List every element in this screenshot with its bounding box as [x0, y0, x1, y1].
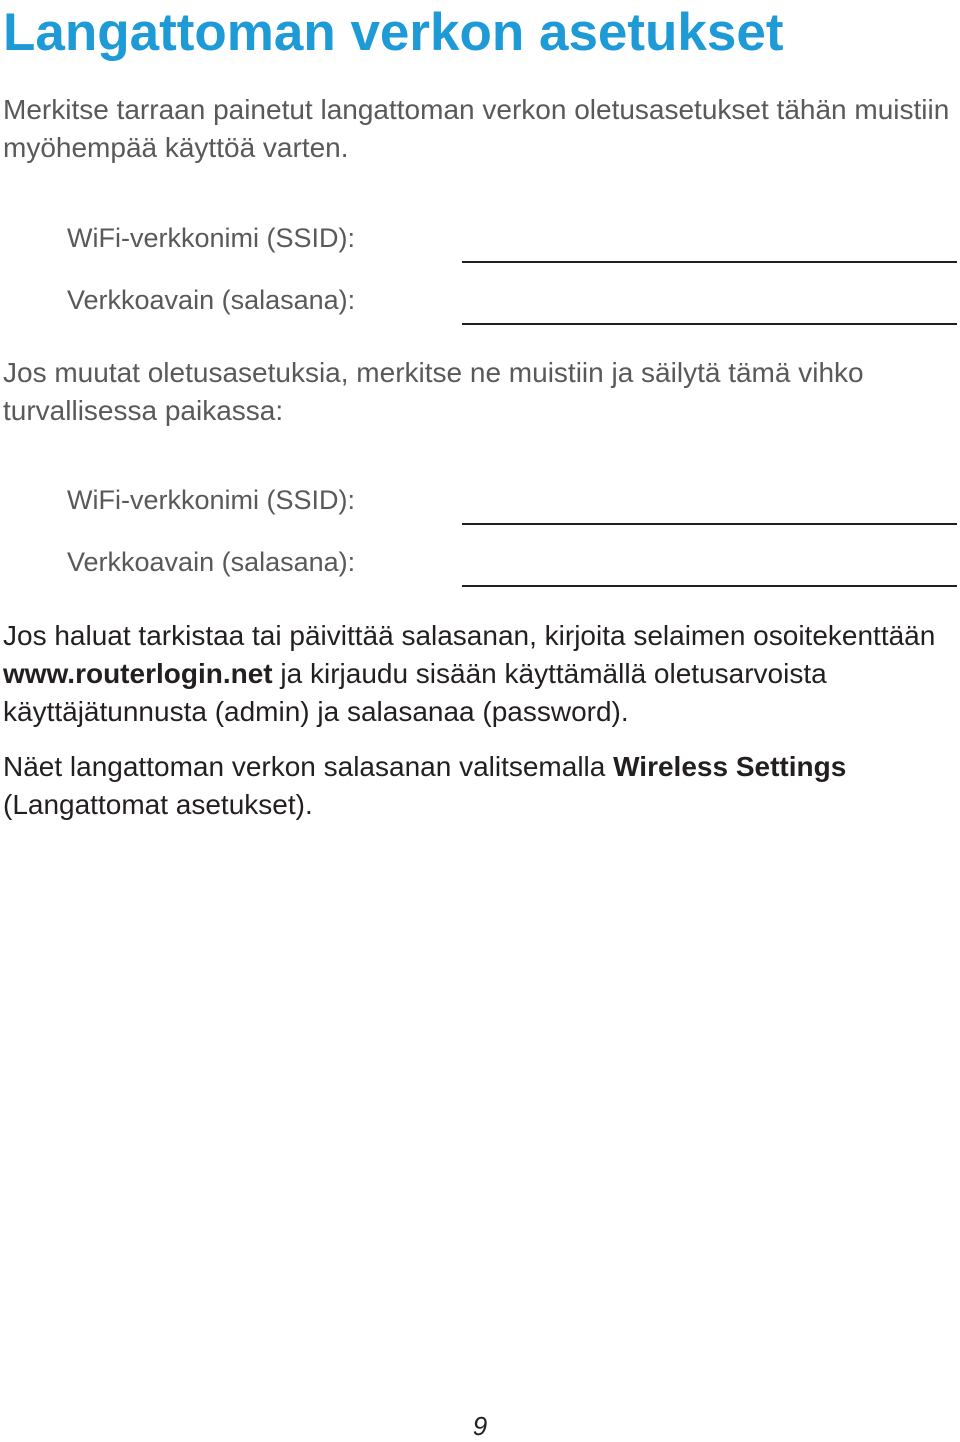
- check-update-text: [3, 617, 958, 731]
- page-number: 9: [472, 1411, 488, 1441]
- wireless-settings-text: [3, 748, 953, 824]
- default-password-field[interactable]: [462, 323, 957, 325]
- custom-ssid-field[interactable]: [462, 523, 957, 525]
- router-login-url: www.routerlogin.net: [3, 658, 273, 689]
- default-ssid-field[interactable]: [462, 261, 957, 263]
- custom-ssid-label: WiFi-verkkonimi (SSID):: [67, 485, 355, 515]
- check-update-text-part2: ja kirjaudu sisään käyttämällä oletusarvoista käyttäjätunnusta (admin) ja salasanaa (password).: [3, 658, 827, 727]
- page-title: Langattoman verkon asetukset: [3, 3, 784, 62]
- custom-password-label: Verkkoavain (salasana):: [67, 547, 356, 577]
- intro-text: Merkitse tarraan painetut langattoman verkon oletusasetukset tähän muistiin myöhempää käyttöä varten.: [3, 94, 950, 163]
- wireless-settings-text-part2: (Langattomat asetukset).: [3, 789, 313, 820]
- wireless-settings-text-part1: Näet langattoman verkon salasanan valitsemalla: [3, 751, 614, 782]
- default-password-label: Verkkoavain (salasana):: [67, 285, 356, 315]
- default-ssid-label: WiFi-verkkonimi (SSID):: [67, 223, 355, 253]
- wireless-settings-menu-name: Wireless Settings: [613, 751, 847, 782]
- check-update-text-part1: Jos haluat tarkistaa tai päivittää salasanan, kirjoita selaimen osoitekenttään: [3, 620, 936, 651]
- custom-password-field[interactable]: [462, 585, 957, 587]
- change-note-text: Jos muutat oletusasetuksia, merkitse ne muistiin ja säilytä tämä vihko turvallisessa paikassa:: [3, 357, 864, 426]
